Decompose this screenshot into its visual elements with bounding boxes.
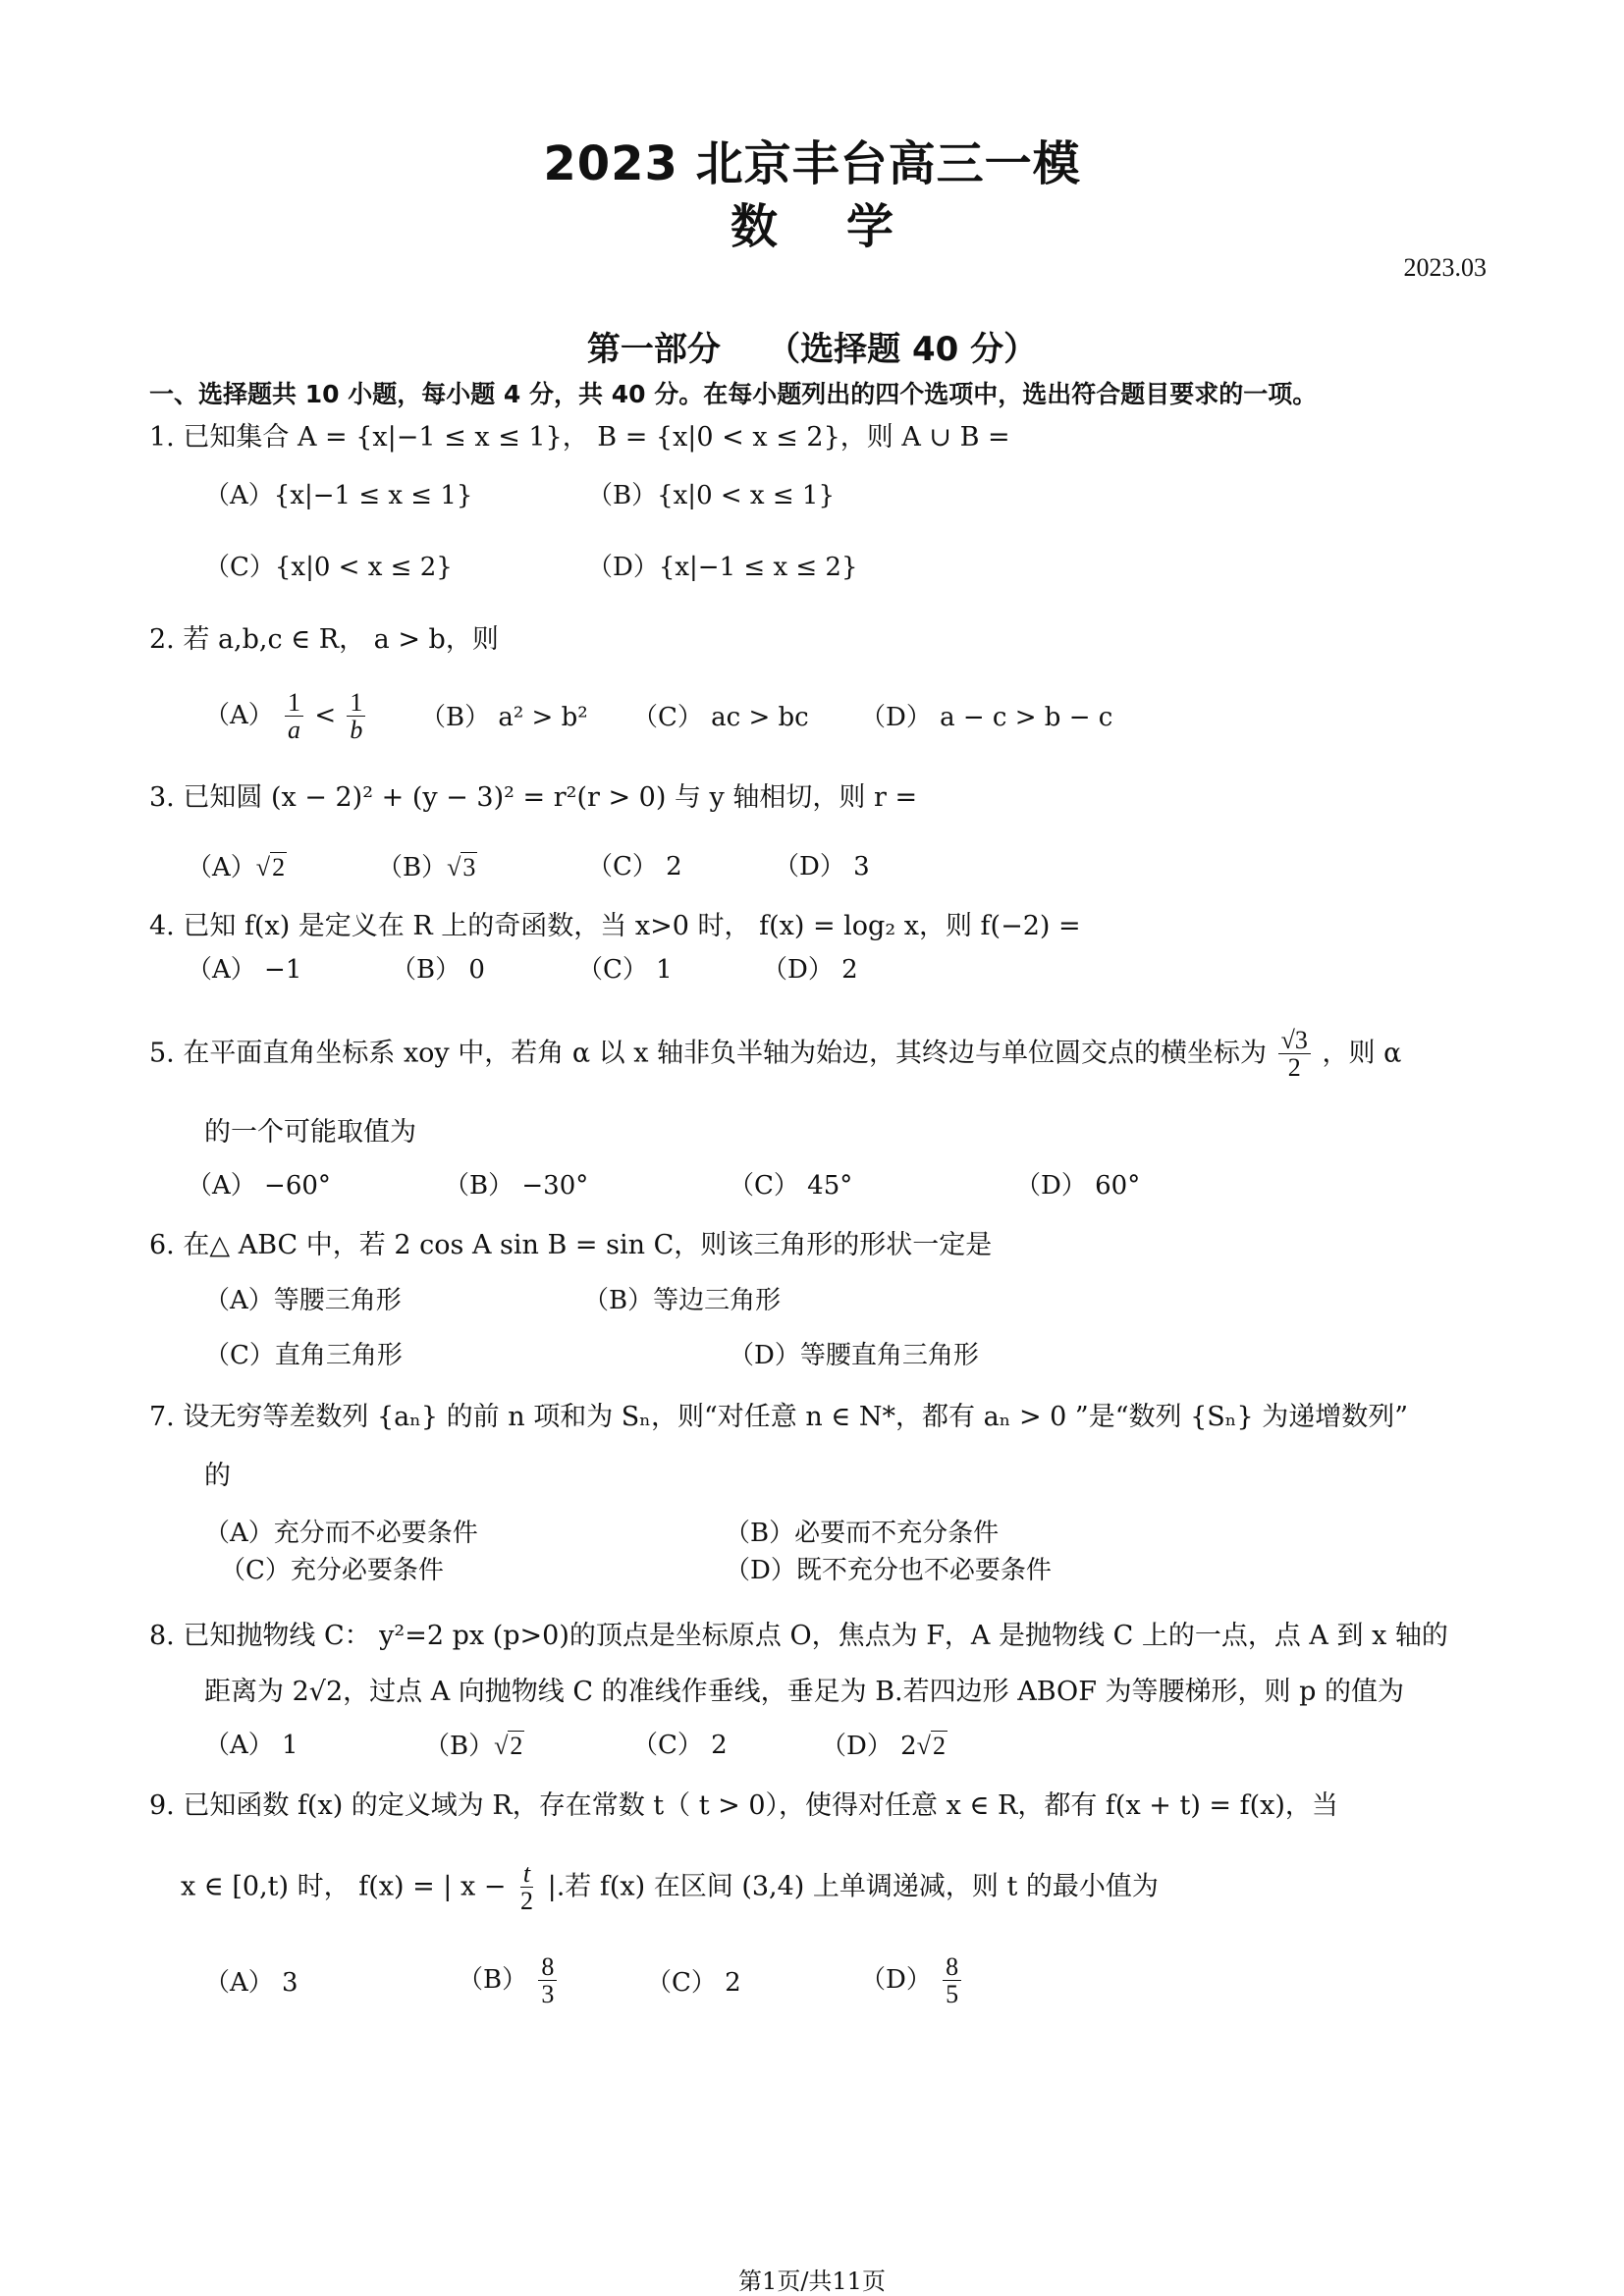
question-1-option-b: （B）{x|0 < x ≤ 1} [587, 481, 835, 510]
question-7-option-d: （D）既不充分也不必要条件 [725, 1556, 1052, 1585]
question-6-option-b: （B）等边三角形 [583, 1286, 782, 1315]
page-number: 第1页/共11页 [738, 2268, 886, 2295]
question-8-option-a: （A） 1 [204, 1731, 298, 1760]
question-2-option-d: （D） a − c > b − c [860, 703, 1113, 732]
question-3-stem: 3. 已知圆 (x − 2)² + (y − 3)² = r²(r > 0) 与 y 轴相切，则 r = [149, 782, 918, 813]
fraction-sqrt3-over-2: $\frac{√3}{2}$ [1278, 1027, 1311, 1082]
question-2-option-c: （C） ac > bc [632, 703, 809, 732]
question-4-stem: 4. 已知 f(x) 是定义在 R 上的奇函数，当 x>0 时， f(x) = log₂ x，则 f(−2) = [149, 911, 1081, 941]
question-3-option-b: （B）√3 [377, 853, 476, 882]
question-6-stem: 6. 在△ ABC 中，若 2 cos A sin B = sin C，则该三角形的形状一定是 [149, 1230, 993, 1260]
question-1-option-a: （A）{x|−1 ≤ x ≤ 1} [204, 481, 473, 510]
question-8-stem: 8. 已知抛物线 C： y²=2 px (p>0)的顶点是坐标原点 O，焦点为 F，A 是抛物线 C 上的一点，点 A 到 x 轴的 [149, 1621, 1448, 1651]
question-6-option-d: （D）等腰直角三角形 [729, 1341, 979, 1370]
question-2-option-a: （A） $\frac{1}{a}$ < $\frac{1}{b}$ [204, 689, 368, 744]
sqrt-2: √2 [916, 1732, 946, 1760]
question-3-option-a: （A）√2 [187, 853, 286, 882]
question-7-option-b: （B）必要而不充分条件 [725, 1519, 1000, 1548]
fraction-8-over-5: $\frac{8}{5}$ [943, 1953, 961, 2008]
question-6-option-c: （C）直角三角形 [204, 1341, 403, 1370]
question-9-stem-continued: x ∈ [0,t) 时， f(x) = | x − $\frac{t}{2}$ |.若 f(x) 在区间 (3,4) 上单调递减，则 t 的最小值为 [181, 1859, 1159, 1916]
question-4-option-b: （B） 0 [391, 955, 485, 985]
question-5-stem-continued: 的一个可能取值为 [204, 1117, 416, 1148]
sqrt-3: √3 [447, 853, 476, 881]
exam-title: 2023 北京丰台高三一模 [543, 136, 1081, 191]
question-4-option-d: （D） 2 [762, 955, 858, 985]
fraction-8-over-3: $\frac{8}{3}$ [538, 1953, 557, 2008]
question-4-option-a: （A） −1 [187, 955, 302, 985]
question-3-option-c: （C） 2 [587, 852, 682, 881]
question-9-option-d: （D） $\frac{8}{5}$ [860, 1953, 964, 2008]
subject-title: 数学 [730, 199, 962, 254]
exam-date: 2023.03 [1403, 253, 1487, 282]
question-9-option-b: （B） $\frac{8}{3}$ [458, 1953, 560, 2008]
question-1-option-c: （C）{x|0 < x ≤ 2} [204, 553, 453, 582]
question-6-option-a: （A）等腰三角形 [204, 1286, 402, 1315]
question-5-option-c: （C） 45° [729, 1171, 853, 1201]
sqrt-2: √2 [255, 853, 286, 881]
question-5-option-b: （B） −30° [444, 1171, 589, 1201]
fraction-1-over-a: $\frac{1}{a}$ [285, 689, 303, 744]
question-7-option-c: （C）充分必要条件 [220, 1556, 444, 1585]
question-2-stem: 2. 若 a,b,c ∈ R， a > b，则 [149, 624, 499, 655]
question-8-option-b: （B）√2 [424, 1732, 523, 1761]
question-1-stem: 1. 已知集合 A = {x|−1 ≤ x ≤ 1}， B = {x|0 < x ≤ 2}，则 A ∪ B = [149, 422, 1010, 453]
sqrt-2: √2 [494, 1732, 523, 1760]
question-7-option-a: （A）充分而不必要条件 [204, 1519, 478, 1548]
question-4-option-c: （C） 1 [577, 955, 673, 985]
section-instructions: 一、选择题共 10 小题，每小题 4 分，共 40 分。在每小题列出的四个选项中，选出符合题目要求的一项。 [149, 380, 1318, 408]
question-9-stem: 9. 已知函数 f(x) 的定义域为 R，存在常数 t（ t > 0），使得对任意 x ∈ R，都有 f(x + t) = f(x)，当 [149, 1790, 1338, 1821]
question-8-option-d: （D） 2√2 [821, 1732, 946, 1761]
part-title: 第一部分 （选择题 40 分） [586, 330, 1038, 369]
question-7-stem-continued: 的 [204, 1461, 231, 1491]
question-9-option-a: （A） 3 [204, 1968, 298, 1998]
question-3-option-d: （D） 3 [774, 852, 870, 881]
question-5-option-a: （A） −60° [187, 1171, 331, 1201]
question-1-option-d: （D）{x|−1 ≤ x ≤ 2} [587, 553, 858, 582]
question-8-option-c: （C） 2 [632, 1731, 728, 1760]
question-7-stem: 7. 设无穷等差数列 {aₙ} 的前 n 项和为 Sₙ，则“对任意 n ∈ N*，都有 aₙ > 0 ”是“数列 {Sₙ} 为递增数列” [149, 1402, 1409, 1432]
fraction-1-over-b: $\frac{1}{b}$ [347, 689, 365, 744]
question-8-stem-continued: 距离为 2√2，过点 A 向抛物线 C 的准线作垂线，垂足为 B.若四边形 ABOF 为等腰梯形，则 p 的值为 [204, 1677, 1404, 1707]
question-2-option-b: （B） a² > b² [420, 703, 588, 732]
question-9-option-c: （C） 2 [646, 1968, 741, 1998]
fraction-t-over-2: $\frac{t}{2}$ [520, 1859, 534, 1916]
question-5-option-d: （D） 60° [1015, 1171, 1141, 1201]
question-5-stem: 5. 在平面直角坐标系 xoy 中，若角 α 以 x 轴非负半轴为始边，其终边与单位圆交点的横坐标为 $\frac{√3}{2}$ ，则 α [149, 1026, 1402, 1083]
